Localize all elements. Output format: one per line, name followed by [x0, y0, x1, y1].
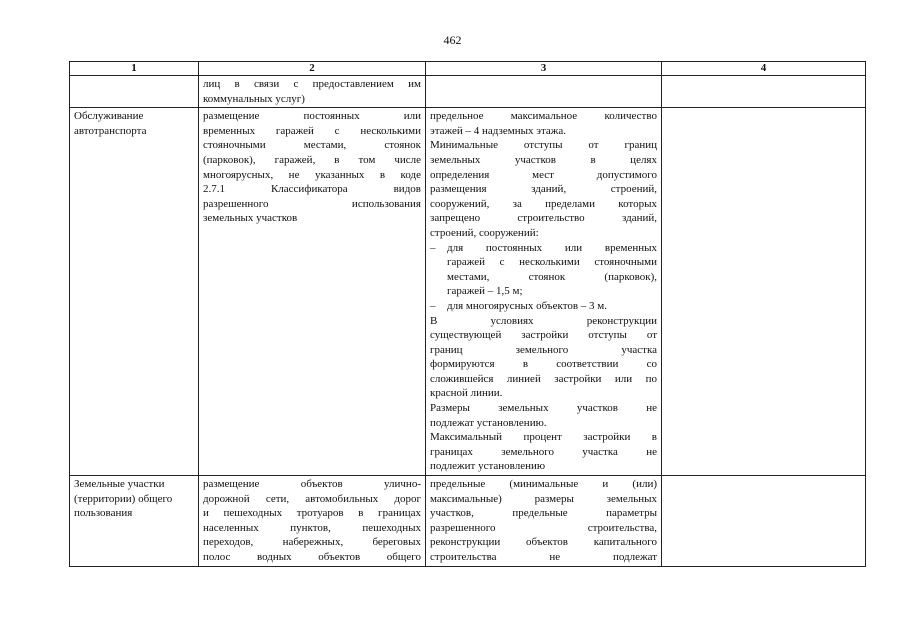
text-line: разрешенного строительства, [430, 521, 657, 534]
column-header-4: 4 [662, 62, 866, 76]
text-line: Минимальные отступы от границ [430, 139, 657, 152]
text-line: Земельные участки [74, 478, 165, 491]
row2-col2-cell [199, 476, 426, 567]
text-line: предельные (минимальные и (или) [430, 478, 657, 491]
text-line: многоярусных, не указанных в коде [203, 168, 421, 181]
text-line: размещение объектов улично- [203, 478, 421, 491]
table-row [70, 76, 866, 108]
page-number: 462 [443, 33, 462, 47]
text-line: и пешеходных тротуаров в границах [203, 507, 421, 520]
text-line: земельных участков в целях [430, 153, 657, 166]
row0-col1-cell [70, 76, 199, 108]
text-line: полос водных объектов общего [203, 551, 421, 563]
text-line: населенных пунктов, пешеходных [203, 521, 421, 534]
text-line: для постоянных или временных [447, 241, 657, 254]
text-line: размещения зданий, строений, [430, 183, 657, 196]
text-line: лиц в связи с предоставлением им [203, 78, 421, 90]
text-line: определения мест допустимого [430, 168, 657, 181]
row1-col1-cell [70, 108, 199, 476]
column-header-3: 3 [426, 62, 662, 76]
text-line: автотранспорта [74, 124, 147, 137]
text-line: строительства не подлежат [430, 551, 657, 563]
text-line: (парковок), гаражей, в том числе [203, 153, 421, 166]
text-line: границах земельного участка не [430, 445, 657, 458]
row0-col4-cell [662, 76, 866, 108]
row1-col4-cell [662, 108, 866, 476]
column-header-1: 1 [70, 62, 199, 76]
text-line: красной линии. [430, 387, 503, 400]
text-line: Обслуживание [74, 110, 144, 123]
text-line: коммунальных услуг) [203, 92, 305, 105]
dash-bullet: – [430, 241, 436, 254]
row0-col3-cell [426, 76, 662, 108]
text-line: для многоярусных объектов – 3 м. [447, 299, 608, 312]
text-line: Размеры земельных участков не [430, 402, 657, 415]
text-line: этажей – 4 надземных этажа. [430, 124, 567, 137]
row0-col2-cell [199, 76, 426, 108]
dash-bullet: – [430, 299, 436, 312]
text-line: существующей застройки отступы от [430, 329, 657, 342]
text-line: подлежит установлению [430, 460, 546, 473]
table-row [70, 476, 866, 567]
text-line: размещение постоянных или [203, 110, 421, 123]
text-line: временных гаражей с несколькими [203, 124, 421, 137]
text-line: сложившейся линией застройки или по [430, 372, 657, 385]
list-item [430, 299, 657, 314]
text-line: строений, сооружений: [430, 226, 539, 239]
table-row [70, 108, 866, 476]
row1-col3-cell [426, 108, 662, 476]
text-line: местами, стоянок (парковок), [447, 270, 657, 283]
row2-col3-cell [426, 476, 662, 567]
text-line: В условиях реконструкции [430, 314, 657, 327]
text-line: максимальные) размеры земельных [430, 492, 657, 505]
text-line: гаражей – 1,5 м; [447, 285, 523, 298]
table-header-row [70, 62, 866, 76]
column-header-2: 2 [199, 62, 426, 76]
text-line: переходов, набережных, береговых [203, 536, 421, 549]
text-line: земельных участков [203, 212, 298, 225]
text-line: 2.7.1 Классификатора видов [203, 183, 421, 196]
text-line: сооружений, за пределами которых [430, 197, 657, 210]
text-line: дорожной сети, автомобильных дорог [203, 492, 421, 505]
text-line: пользования [74, 507, 133, 520]
text-line: запрещено строительство зданий, [430, 212, 657, 225]
zoning-table [69, 61, 866, 567]
text-line: предельное максимальное количество [430, 110, 657, 123]
text-line: подлежат установлению. [430, 416, 547, 429]
row2-col1-cell [70, 476, 199, 567]
list-item [430, 241, 657, 299]
text-line: гаражей с несколькими стояночными [447, 256, 657, 269]
text-line: границ земельного участка [430, 343, 657, 356]
text-line: стояночными местами, стоянок [203, 139, 421, 152]
row2-col4-cell [662, 476, 866, 567]
text-line: формируются в соответствии со [430, 358, 657, 371]
text-line: реконструкции объектов капитального [430, 536, 657, 549]
row1-col2-cell [199, 108, 426, 476]
text-line: (территории) общего [74, 492, 173, 505]
text-line: участков, предельные параметры [430, 507, 657, 520]
text-line: разрешенного использования [203, 197, 421, 210]
text-line: Максимальный процент застройки в [430, 431, 657, 444]
